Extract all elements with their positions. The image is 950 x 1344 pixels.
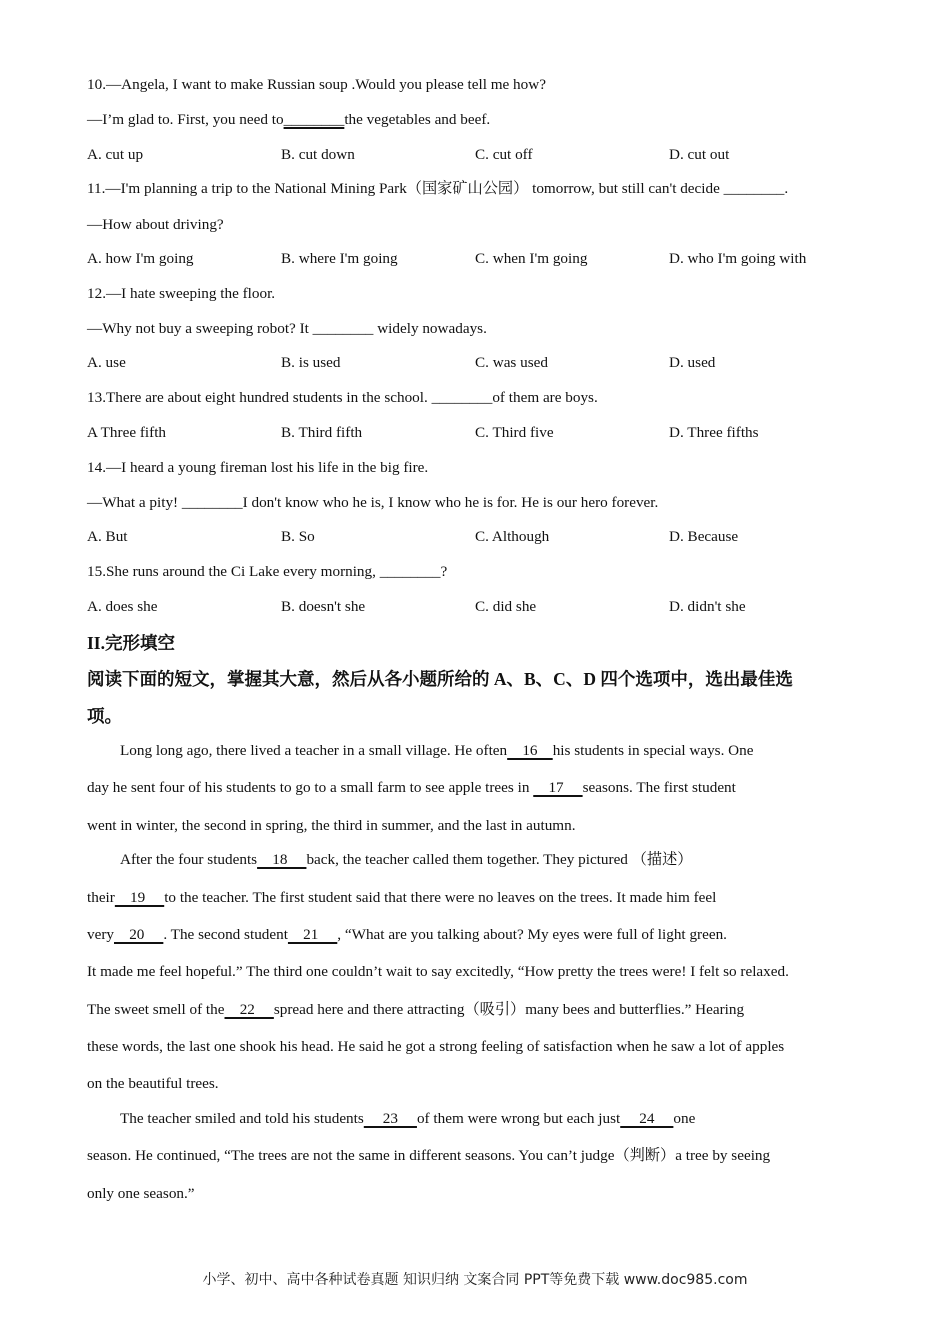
text-segment: their bbox=[87, 889, 115, 906]
answer-blank: 22 bbox=[224, 1001, 274, 1018]
answer-blank: 17 bbox=[533, 779, 583, 796]
text-line bbox=[87, 284, 275, 304]
text-segment: seasons. The first student bbox=[582, 779, 736, 796]
text-segment: to the teacher. The first student said that there were no leaves on the trees. It made him feel bbox=[164, 889, 717, 906]
text-line bbox=[87, 110, 490, 130]
text-segment: back, the teacher called them together. They pictured （描述） bbox=[306, 851, 693, 868]
text-line bbox=[87, 1074, 219, 1094]
text-line bbox=[87, 962, 789, 982]
text-line bbox=[120, 741, 754, 761]
text-segment: 11.—I'm planning a trip to the National Mining Park（国家矿山公园） tomorrow, but still can't decide ________. bbox=[87, 180, 789, 197]
text-segment: on the beautiful trees. bbox=[87, 1075, 219, 1092]
text-segment: 10.—Angela, I want to make Russian soup .Would you please tell me how? bbox=[87, 76, 546, 93]
text-line bbox=[87, 319, 487, 339]
text-segment: After the four students bbox=[120, 851, 258, 868]
option-a: A Three fifth bbox=[87, 424, 167, 441]
answer-blank: 18 bbox=[257, 851, 307, 868]
text-segment: 13.There are about eight hundred students in the school. ________of them are boys. bbox=[87, 389, 598, 406]
text-line bbox=[87, 493, 658, 513]
text-segment: season. He continued, “The trees are not the same in different seasons. You can’t judge（判断）a tree by seeing bbox=[87, 1147, 771, 1164]
text-segment: one bbox=[673, 1110, 696, 1127]
text-segment: went in winter, the second in spring, the third in summer, and the last in autumn. bbox=[87, 817, 576, 834]
text-line bbox=[87, 215, 224, 235]
option-a: A. use bbox=[87, 354, 126, 371]
text-line bbox=[87, 179, 788, 199]
option-a: A. But bbox=[87, 528, 128, 545]
option-c: C. cut off bbox=[475, 146, 533, 163]
text-segment: 15.She runs around the Ci Lake every morning, ________? bbox=[87, 563, 448, 580]
text-line bbox=[87, 1184, 195, 1204]
answer-blank: ________ bbox=[283, 111, 345, 128]
option-a: A. does she bbox=[87, 598, 158, 615]
option-b: B. doesn't she bbox=[281, 598, 366, 615]
text-segment: day he sent four of his students to go to a small farm to see apple trees in bbox=[87, 779, 534, 796]
answer-blank: 19 bbox=[114, 889, 165, 906]
text-line bbox=[87, 1146, 770, 1166]
answer-blank: 16 bbox=[507, 742, 553, 759]
option-c: C. Third five bbox=[475, 424, 554, 441]
text-line bbox=[87, 388, 598, 408]
text-segment: 项。 bbox=[87, 706, 122, 726]
text-line bbox=[87, 562, 447, 582]
option-b: B. Third fifth bbox=[281, 424, 363, 441]
option-d: D. didn't she bbox=[669, 598, 746, 615]
text-segment: —Why not buy a sweeping robot? It ________ widely nowadays. bbox=[87, 320, 487, 337]
section-heading bbox=[87, 706, 122, 726]
option-a: A. cut up bbox=[87, 146, 144, 163]
option-c: C. was used bbox=[475, 354, 548, 371]
option-b: B. So bbox=[281, 528, 315, 545]
text-segment: very bbox=[87, 926, 114, 943]
section-heading bbox=[87, 669, 793, 689]
option-d: D. Because bbox=[669, 528, 739, 545]
option-a: A. how I'm going bbox=[87, 250, 194, 267]
answer-blank: 23 bbox=[363, 1110, 417, 1127]
text-line bbox=[120, 850, 692, 870]
text-line bbox=[120, 1109, 695, 1129]
text-segment: these words, the last one shook his head. He said he got a strong feeling of satisfaction when he saw a lot of apples bbox=[87, 1038, 785, 1055]
text-segment: —How about driving? bbox=[87, 216, 224, 233]
text-segment: only one season.” bbox=[87, 1185, 195, 1202]
text-line bbox=[87, 888, 716, 908]
option-d: D. cut out bbox=[669, 146, 730, 163]
section-heading bbox=[87, 633, 175, 653]
option-d: D. who I'm going with bbox=[669, 250, 807, 267]
text-segment: The sweet smell of the bbox=[87, 1001, 225, 1018]
answer-blank: 24 bbox=[620, 1110, 674, 1127]
text-line bbox=[87, 75, 546, 95]
text-line bbox=[87, 925, 727, 945]
text-line bbox=[87, 458, 428, 478]
option-d: D. used bbox=[669, 354, 716, 371]
option-b: B. where I'm going bbox=[281, 250, 398, 267]
text-segment: spread here and there attracting（吸引）many bees and butterflies.” Hearing bbox=[273, 1001, 745, 1018]
option-d: D. Three fifths bbox=[669, 424, 759, 441]
text-segment: —What a pity! ________I don't know who he is, I know who he is for. He is our hero forever. bbox=[87, 494, 659, 511]
text-segment: —I’m glad to. First, you need to bbox=[87, 111, 284, 128]
text-line bbox=[87, 1000, 744, 1020]
option-c: C. did she bbox=[475, 598, 537, 615]
text-line bbox=[87, 778, 736, 798]
option-c: C. Although bbox=[475, 528, 550, 545]
text-segment: 14.—I heard a young fireman lost his life in the big fire. bbox=[87, 459, 429, 476]
answer-blank: 21 bbox=[287, 926, 338, 943]
text-segment: , “What are you talking about? My eyes were full of light green. bbox=[337, 926, 727, 943]
text-segment: of them were wrong but each just bbox=[416, 1110, 621, 1127]
option-b: B. is used bbox=[281, 354, 341, 371]
text-segment: . The second student bbox=[163, 926, 288, 943]
text-line bbox=[87, 816, 576, 836]
option-c: C. when I'm going bbox=[475, 250, 588, 267]
text-segment: his students in special ways. One bbox=[552, 742, 754, 759]
text-segment: 阅读下面的短文，掌握其大意，然后从各小题所给的 A、B、C、D 四个选项中，选出最佳选 bbox=[87, 669, 793, 689]
footer-watermark: 小学、初中、高中各种试卷真题 知识归纳 文案合同 PPT等免费下载 www.doc985.com bbox=[202, 1272, 748, 1288]
text-segment: the vegetables and beef. bbox=[344, 111, 491, 128]
text-line bbox=[87, 1037, 784, 1057]
text-segment: 12.—I hate sweeping the floor. bbox=[87, 285, 276, 302]
text-segment: It made me feel hopeful.” The third one couldn’t wait to say excitedly, “How pretty the trees were! I felt so relaxed. bbox=[87, 963, 789, 980]
text-segment: II.完形填空 bbox=[87, 633, 175, 653]
text-segment: Long long ago, there lived a teacher in a small village. He often bbox=[120, 742, 508, 759]
option-b: B. cut down bbox=[281, 146, 355, 163]
answer-blank: 20 bbox=[114, 926, 164, 943]
text-segment: The teacher smiled and told his students bbox=[120, 1110, 364, 1127]
